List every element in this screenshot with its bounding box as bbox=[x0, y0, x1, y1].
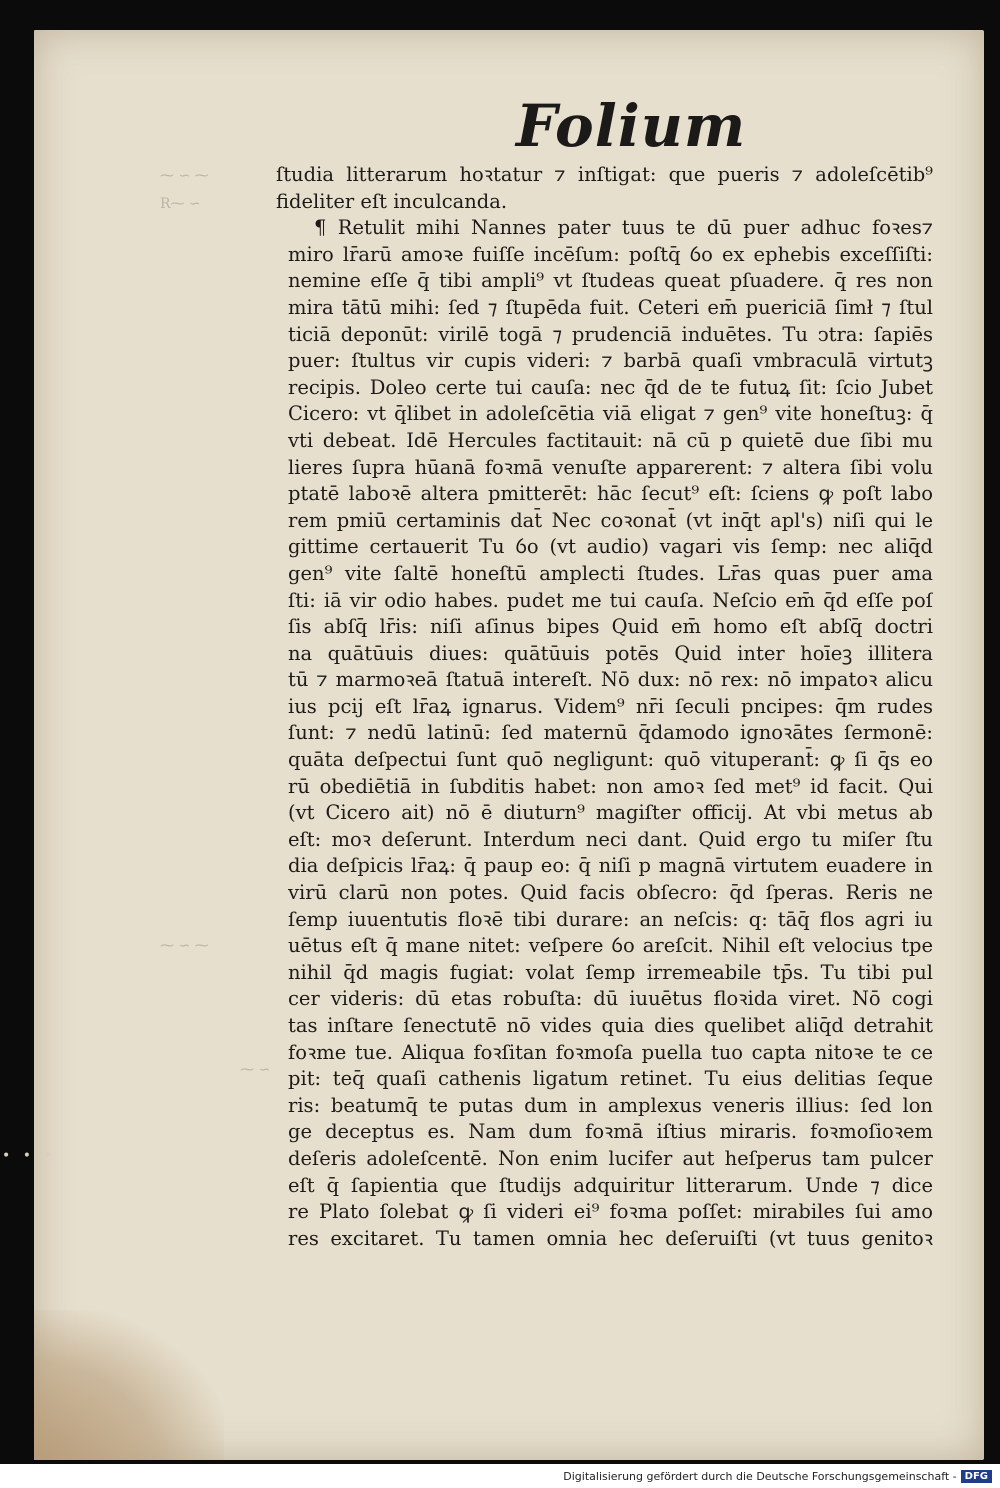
text-line: ſunt: ⁊ nedū latinū: ſed maternū q̄damodo ignoꝛātes ſermonē: bbox=[288, 721, 933, 745]
text-line: ge deceptus es. Nam dum foꝛmā iſtius miraris. foꝛmoſioꝛem bbox=[288, 1120, 933, 1144]
text-line: ¶ Retulit mihi Nannes pater tuus te dū puer adhuc foꝛes⁊ bbox=[314, 216, 933, 240]
digitization-credit-bar bbox=[0, 1464, 1000, 1488]
bleed-through-marginalia-3: ⁓ ∽ ⁓ bbox=[160, 938, 209, 954]
text-line: ius pcij eſt lr̄aꝝ ignarus. Videm⁹ nr̄i ſeculi pncipes: q̄m rudes bbox=[288, 694, 933, 718]
text-line: dia deſpicis lr̄aꝝ: q̄ paup eo: q̄ niſi p magnā virtutem euadere in bbox=[288, 854, 933, 878]
text-line: ris: beatumq̄ te putas dum in amplexus veneris illius: ſed lon bbox=[288, 1093, 933, 1117]
text-line: ſis abſq̄ lr̄is: niſi aſinus bipes Quid em̄ homo eſt abſq̄ doctri bbox=[288, 615, 933, 639]
text-line: (vt Cicero ait) nō ē diuturn⁹ magiſter officij. At vbi metus ab bbox=[288, 801, 933, 825]
dfg-logo-icon[interactable]: DFG bbox=[961, 1470, 992, 1483]
text-line: na quātūuis diues: quātūuis potēs Quid inter hoīeꝫ illitera bbox=[288, 641, 933, 665]
text-line: nemine eſſe q̄ tibi ampli⁹ vt ſtudeas queat pſuadere. q̄ res non bbox=[288, 269, 933, 293]
text-line: tū ⁊ marmoꝛeā ſtatuā intereſt. Nō dux: nō rex: nō impatoꝛ alicu bbox=[288, 668, 933, 692]
text-line: fideliter eſt inculcanda. bbox=[276, 189, 508, 213]
credit-text: Digitalisierung gefördert durch die Deutsche Forschungsgemeinschaft - bbox=[563, 1469, 957, 1483]
text-line: rū obediētiā in ſubditis habet: non amoꝛ ſed met⁹ id facit. Qui bbox=[288, 774, 933, 798]
text-line: cer videris: dū etas robuſta: dū iuuētus floꝛida viret. Nō cogi bbox=[288, 987, 933, 1011]
text-line: rem pmiū certaminis dat̄ Nec coꝛonat̄ (vt inq̄t apl's) niſi qui le bbox=[288, 508, 933, 532]
text-line: gittime certauerit Tu ỽo (vt audio) vagari vis ſemp: nec aliq̄d bbox=[288, 535, 933, 559]
text-line: nihil q̄d magis fugiat: volat ſemp irremeabile tp̄s. Tu tibi pul bbox=[288, 960, 933, 984]
text-line: pit: teq̄ quaſi cathenis ligatum retinet. Tu eius delitias ſeque bbox=[288, 1067, 933, 1091]
bleed-through-marginalia-4: ⁓ ∽ bbox=[240, 1062, 271, 1078]
text-line: foꝛme tue. Aliqua foꝛſitan foꝛmoſa puella tuo capta nitoꝛe te ce bbox=[288, 1040, 933, 1064]
text-line: ticiā deponūt: virilē togā ⁊ prudenciā induētes. Tu ↄtra: ſapiēs bbox=[288, 322, 933, 346]
text-line: re Plato ſolebat ꝙ ſi videri ei⁹ foꝛma poſſet: mirabiles ſui amo bbox=[288, 1200, 933, 1224]
text-line: ſemp iuuentutis floꝛē tibi durare: an neſcis: q: tāq̄ flos agri iu bbox=[288, 907, 933, 931]
text-line: miro lr̄arū amoꝛe fuiſſe incēſum: poſtq̄ ỽo ex ephebis exceſſiſti: bbox=[288, 242, 933, 266]
text-line: vti debeat. Idē Hercules factitauit: nā cū p quietē due ſibi mu bbox=[288, 428, 933, 452]
text-line: virū clarū non potes. Quid facis obſecro: q̄d ſperas. Reris ne bbox=[288, 881, 933, 905]
text-line: ptatē laboꝛē altera pmitterēt: hāc ſecut⁹ eſt: ſciens ꝙ poſt labo bbox=[288, 482, 933, 506]
text-line: ſtudia litterarum hoꝛtatur ⁊ inſtigat: que pueris ⁊ adoleſcētib⁹ bbox=[276, 163, 933, 186]
bleed-through-marginalia-2: R⁓ ∽ bbox=[160, 196, 201, 212]
text-line: eſt: moꝛ deſerunt. Interdum neci dant. Quid ergo tu miſer ſtu bbox=[288, 827, 933, 851]
page-heading: Folium bbox=[516, 92, 747, 160]
text-line: gen⁹ vite ſaltē honeſtū amplecti ſtudes. Lr̄as quas puer ama bbox=[288, 561, 933, 585]
text-line: ſti: iā vir odio habes. pudet me tui cauſa. Neſcio em̄ q̄d eſſe poſ bbox=[288, 588, 933, 612]
text-line: uētus eſt q̄ mane nitet: veſpere ỽo areſcit. Nihil eſt velocius tpe bbox=[288, 934, 933, 958]
page-edge-dots: • • • bbox=[2, 1148, 56, 1164]
text-line: res excitaret. Tu tamen omnia hec deſeruiſti (vt tuus genitoꝛ bbox=[288, 1226, 933, 1250]
text-line: deſeris adoleſcentē. Non enim lucifer aut heſperus tam pulcer bbox=[288, 1146, 933, 1170]
text-line: eſt q̄ ſapientia que ſtudijs adquiritur litterarum. Unde ⁊ dice bbox=[288, 1173, 933, 1197]
text-line: mira tātū mihi: ſed ⁊ ſtupēda fuit. Ceteri em̄ puericiā ſimł ⁊ ſtul bbox=[288, 295, 933, 319]
text-line: lieres ſupra hūanā foꝛmā venuſte apparerent: ⁊ altera ſibi volu bbox=[288, 455, 933, 479]
text-line: tas inſtare ſenectutē nō vides quia dies quelibet aliq̄d detrahit bbox=[288, 1014, 933, 1037]
text-line: quāta deſpectui ſunt quō negligunt: quō vituperant̄: ꝙ ſi q̄s eo bbox=[288, 748, 933, 772]
text-line: Cicero: vt q̄libet in adoleſcētia viā eligat ⁊ gen⁹ vite honeſtuꝫ: q̄ bbox=[288, 402, 933, 426]
text-line: puer: ſtultus vir cupis videri: ⁊ barbā quaſi vmbraculā virtutꝫ bbox=[288, 349, 933, 373]
body-text bbox=[276, 162, 933, 1252]
text-line: recipis. Doleo certe tui cauſa: nec q̄d de te futuꝝ ſit: ſcio Jubet bbox=[288, 375, 933, 399]
bleed-through-marginalia: ⁓ ∽ ⁓ bbox=[160, 168, 209, 184]
